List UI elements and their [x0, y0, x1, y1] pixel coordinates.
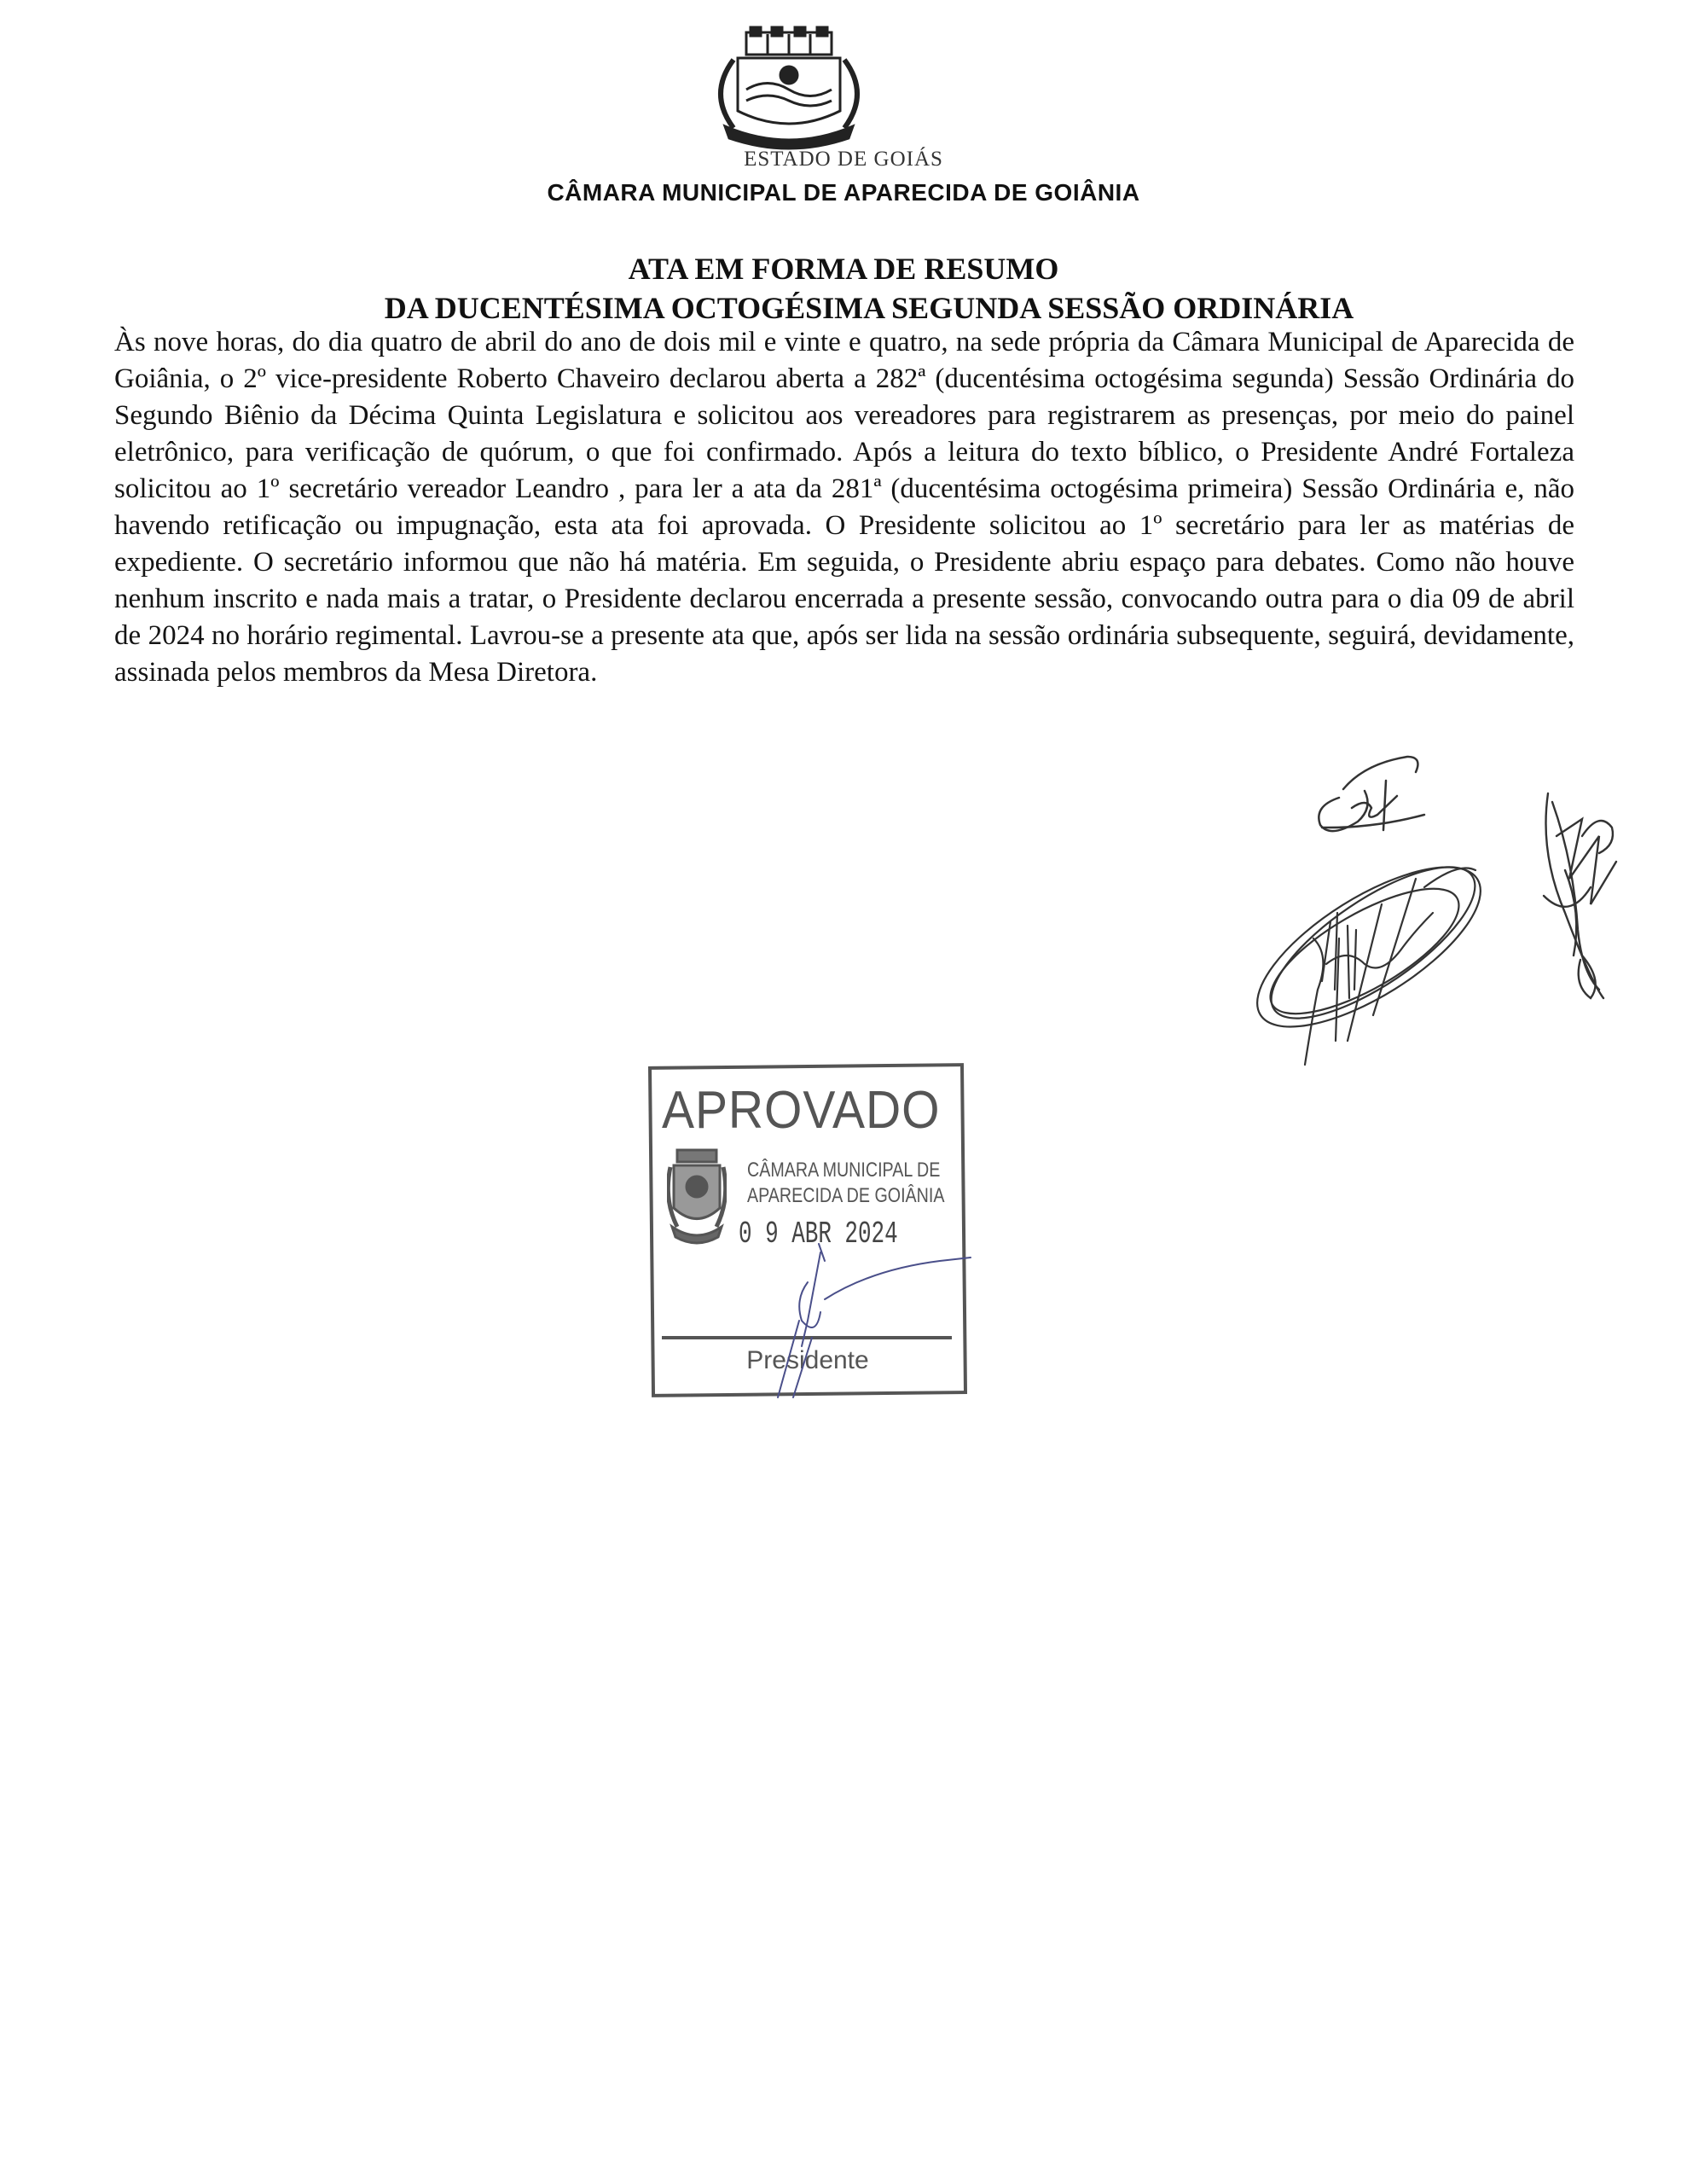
- signature-1: [1305, 746, 1433, 840]
- stamp-role-label: Presidente: [746, 1346, 869, 1374]
- title-line-2: DA DUCENTÉSIMA OCTOGÉSIMA SEGUNDA SESSÃO ORDINÁRIA: [384, 291, 1354, 325]
- document-title: [0, 249, 1687, 328]
- council-name: CÂMARA MUNICIPAL DE APARECIDA DE GOIÂNIA: [547, 179, 1140, 206]
- stamp-org-line-2: APARECIDA DE GOIÂNIA: [747, 1184, 945, 1207]
- minutes-paragraph: Às nove horas, do dia quatro de abril do ano de dois mil e vinte e quatro, na sede própria da Câmara Municipal de Aparecida de Goiânia, o 2º vice-presidente Roberto Chaveiro declarou aberta a 282ª (ducentésima octogésima segunda) Sessão Ordinária do Segundo Biênio da Décima Quinta Legislatura e solicitou aos vereadores para registrarem as presenças, por meio do painel eletrônico, para verificação de quórum, o que foi confirmado. Após a leitura do texto bíblico, o Presidente André Fortaleza solicitou ao 1º secretário vereador Leandro , para ler a ata da 281ª (ducentésima octogésima primeira) Sessão Ordinária e, não havendo retificação ou impugnação, esta ata foi aprovada. O Presidente solicitou ao 1º secretário para ler as matérias de expediente. O secretário informou que não há matéria. Em seguida, o Presidente abriu espaço para debates. Como não houve nenhum inscrito e nada mais a tratar, o Presidente declarou encerrada a presente sessão, convocando outra para o dia 09 de abril de 2024 no horário regimental. Lavrou-se a presente ata que, após ser lida na sessão ordinária subsequente, seguirá, devidamente, assinada pelos membros da Mesa Diretora.: [114, 327, 1574, 688]
- president-signature: [650, 1065, 972, 1399]
- stamp-title: APROVADO: [662, 1081, 941, 1140]
- stamp-date: 0 9 ABR 2024: [739, 1217, 898, 1252]
- state-name: ESTADO DE GOIÁS: [744, 148, 943, 171]
- coat-of-arms-icon: [699, 26, 878, 154]
- coat-of-arms-logo: [699, 26, 878, 154]
- signature-2: [1254, 845, 1501, 1075]
- title-line-1: ATA EM FORMA DE RESUMO: [628, 252, 1059, 286]
- signature-3: [1531, 785, 1633, 1007]
- approval-stamp: [650, 1065, 972, 1399]
- stamp-org-line-1: CÂMARA MUNICIPAL DE: [747, 1159, 941, 1182]
